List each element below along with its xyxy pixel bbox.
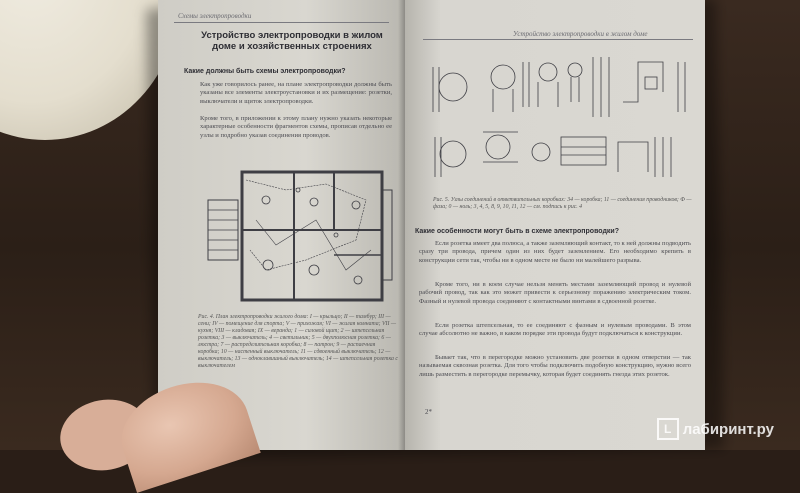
- intro-paragraph: Как уже говорилось ранее, на плане электропроводки должны быть указаны все элементы электроустановки и их размещение: розетки, выключатели и щиток электропроводки.: [200, 81, 392, 105]
- watermark-text: лабиринт.ру: [682, 420, 774, 438]
- section-subheading-right: Какие особенности могут быть в схеме электропроводки?: [415, 228, 619, 235]
- figure-caption-5: Рис. 5. Узлы соединений в ответвительных коробках: 34 — коробка; 11 — соединения проводников; Ф — фаза; 0 — ноль; 3, 4, 5, 8, 9, 10, 11, 12 — см. подпись к рис. 4: [433, 197, 692, 210]
- body-paragraph-3: Если розетка штепсельная, то ее соединяют с фазным и нулевым проводами. В этом случае абсолютно не важно, в каком порядке эти провода будут подключаться к конструкции.: [419, 322, 691, 338]
- body-paragraph-4: Бывает так, что в перегородке можно установить две розетки в одном отверстии — так называемая сквозная розетка. Для того чтобы подключить подобную конструкцию, нужно всего лишь разместить в перегородке перемычку, которая будет соединять гнезда этих розеток.: [419, 354, 691, 378]
- labirint-logo-icon: L: [657, 418, 679, 440]
- watermark: [657, 418, 774, 440]
- junction-box-diagrams: [423, 42, 701, 192]
- house-plan-figure: [206, 160, 396, 310]
- body-paragraph-2: Кроме того, ни в коем случае нельзя менять местами заземляющий провод и нулевой рабочий провод, так как это может привести к серьезному поражению электрическим током. Фазный и нулевой провода соединяют с контактными винтами в сдвоенной розетке.: [419, 281, 691, 305]
- running-head-left: Схемы электропроводки: [178, 12, 252, 20]
- intro-paragraph-2: Кроме того, в приложении к этому плану нужно указать некоторые характерные особенности фрагментов схемы, прописав отдельно ее узлы и подробно указав соединения проводов.: [200, 115, 392, 139]
- right-page: [405, 0, 705, 450]
- figure-caption-4: Рис. 4. План электропроводки жилого дома: I — крыльцо; II — тамбур; III — сени; IV — помещение для спорта; V — прихожая; VI — жилая комната; VII — кухня; VIII — кладовая; IX — веранда; 1 — силовой щит; 2 — штепсельная розетка; 3 — выключатель; 4 — светильник; 5 — двухполюсная розетка; 6 — люстра; 7 — распределительная коробка; 8 — патрон; 9 — распаечная коробка; 10 — настенный выключатель; 11 — сдвоенный выключатель; 12 — выключатель; 13 — одноклавишный выключатель; 14 — штепсельная розетка с выключателем: [198, 314, 398, 369]
- chapter-title: Устройство электропроводки в жилом доме и хозяйственных строениях: [201, 30, 383, 52]
- section-subheading: Какие должны быть схемы электропроводки?: [184, 68, 346, 75]
- header-rule-right: [423, 39, 693, 40]
- page-number-right: 2*: [425, 408, 432, 416]
- header-rule: [174, 22, 389, 23]
- body-paragraph-1: Если розетка имеет два полюса, а также заземляющий контакт, то к ней должны подводить сразу три провода, причем один из них будет заземлением. Его необходимо крепить в конструкции сети так, чтобы ни в одном месте не было ни малейшего разрыва.: [419, 240, 691, 264]
- running-head-right: Устройство электропроводки в жилом доме: [513, 30, 648, 38]
